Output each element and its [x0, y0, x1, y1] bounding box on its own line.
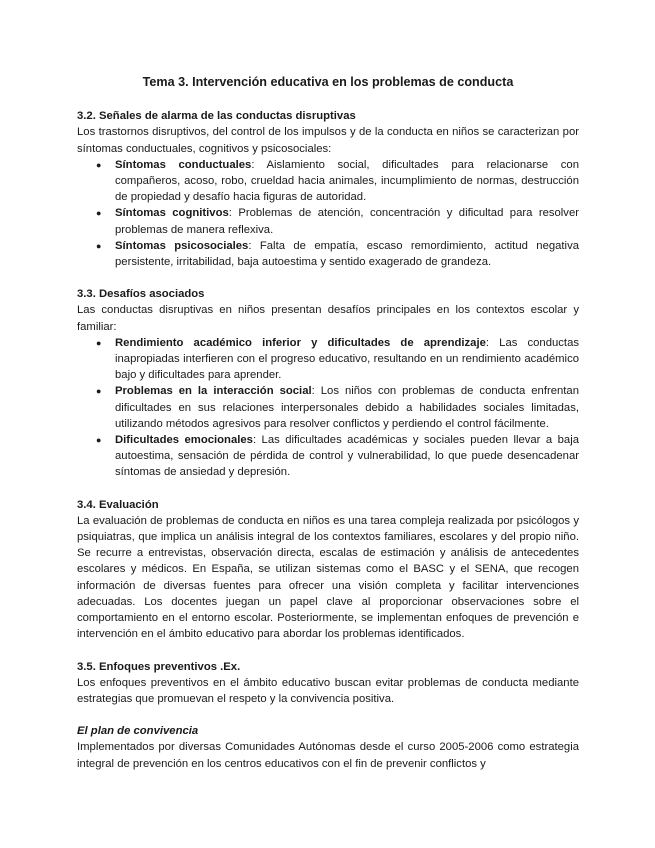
- item-term: Síntomas psicosociales: [115, 239, 249, 252]
- item-text: : Falta de empatía, escaso remordimiento, actitud negativa persistente, irritabilidad, baja autoestima y sentido exagerado de grandeza.: [115, 239, 579, 269]
- bullet-icon: ●: [96, 435, 102, 446]
- list-item: [96, 383, 580, 432]
- bullet-list: [77, 157, 579, 270]
- bullet-icon: ●: [96, 208, 102, 219]
- bullet-icon: ●: [96, 159, 102, 170]
- section-heading: 3.2. Señales de alarma de las conductas disruptivas: [77, 110, 356, 123]
- item-text: : Los niños con problemas de conducta enfrentan dificultades en sus relaciones interpersonales debido a habilidades sociales limitadas, utilizando métodos agresivos para resolver conflictos y perdiendo el control fácilmente.: [115, 385, 580, 430]
- list-item: [96, 432, 579, 481]
- document-title: Tema 3. Intervención educativa en los problemas de conducta: [142, 75, 514, 89]
- item-text: : Aislamiento social, dificultades para relacionarse con compañeros, acoso, robo, crueldad hacia animales, incumplimiento de normas, destrucción de propiedad y desafío hacia figuras de autoridad.: [115, 158, 579, 204]
- list-item: [96, 238, 579, 270]
- bullet-icon: ●: [96, 386, 102, 397]
- item-term: Rendimiento académico inferior y dificultades de aprendizaje: [115, 336, 486, 349]
- section-heading: 3.5. Enfoques preventivos .Ex.: [77, 660, 241, 673]
- section-plan-convivencia: [77, 723, 579, 772]
- item-term: Dificultades emocionales: [115, 434, 253, 447]
- section-3-3: [77, 286, 579, 480]
- section-3-4: [77, 497, 579, 643]
- bullet-icon: ●: [96, 337, 102, 348]
- item-text: : Las dificultades académicas y sociales pueden llevar a baja autoestima, sensación de pérdida de control y vulnerabilidad, lo que puede desencadenar síntomas de ansiedad y depresión.: [115, 434, 579, 479]
- subsection-heading: El plan de convivencia: [77, 725, 199, 738]
- item-text: : Problemas de atención, concentración y dificultad para resolver problemas de manera reflexiva.: [115, 207, 579, 236]
- bullet-list: [77, 335, 579, 481]
- section-heading: 3.3. Desafíos asociados: [77, 288, 205, 301]
- bullet-icon: ●: [96, 240, 102, 251]
- section-body: Implementados por diversas Comunidades Autónomas desde el curso 2005-2006 como estrategia integral de prevención en los centros educativos con el fin de prevenir conflictos y: [77, 741, 579, 770]
- list-item: [96, 157, 579, 206]
- list-item: [96, 335, 579, 384]
- item-term: Síntomas conductuales: [115, 158, 252, 171]
- list-item: [96, 205, 579, 237]
- item-term: Síntomas cognitivos: [115, 207, 229, 220]
- section-body: Los enfoques preventivos en el ámbito educativo buscan evitar problemas de conducta mediante estrategias que promuevan el respeto y la convivencia positiva.: [77, 676, 579, 705]
- section-heading: 3.4. Evaluación: [77, 498, 159, 511]
- item-text: : Las conductas inapropiadas interfieren con el progreso educativo, resultando en un rendimiento académico bajo y dificultades para aprender.: [115, 336, 579, 382]
- section-intro: Los trastornos disruptivos, del control de los impulsos y de la conducta en niños se caracterizan por síntomas conductuales, cognitivos y psicosociales:: [77, 126, 579, 155]
- document-page: [77, 74, 579, 788]
- section-body: La evaluación de problemas de conducta en niños es una tarea compleja realizada por psicólogos y psiquiatras, que implica un análisis integral de los contextos familiares, escolares y del propio niño. Se recurre a entrevistas, observación directa, escalas de estimación y análisis de antecedentes escolares y médicos. En España, se utilizan sistemas como el BASC y el SENA, que recogen información de diversas fuentes para ofrecer una visión completa y facilitar intervenciones adecuadas. Los docentes juegan un papel clave al proporcionar observaciones sobre el comportamiento en el entorno escolar. Posteriormente, se implementan enfoques de prevención e intervención en el ámbito educativo para abordar los problemas identificados.: [77, 514, 579, 641]
- section-3-5: [77, 659, 579, 708]
- section-intro: Las conductas disruptivas en niños presentan desafíos principales en los contextos escolar y familiar:: [77, 304, 579, 333]
- section-3-2: [77, 108, 579, 270]
- item-term: Problemas en la interacción social: [115, 385, 312, 398]
